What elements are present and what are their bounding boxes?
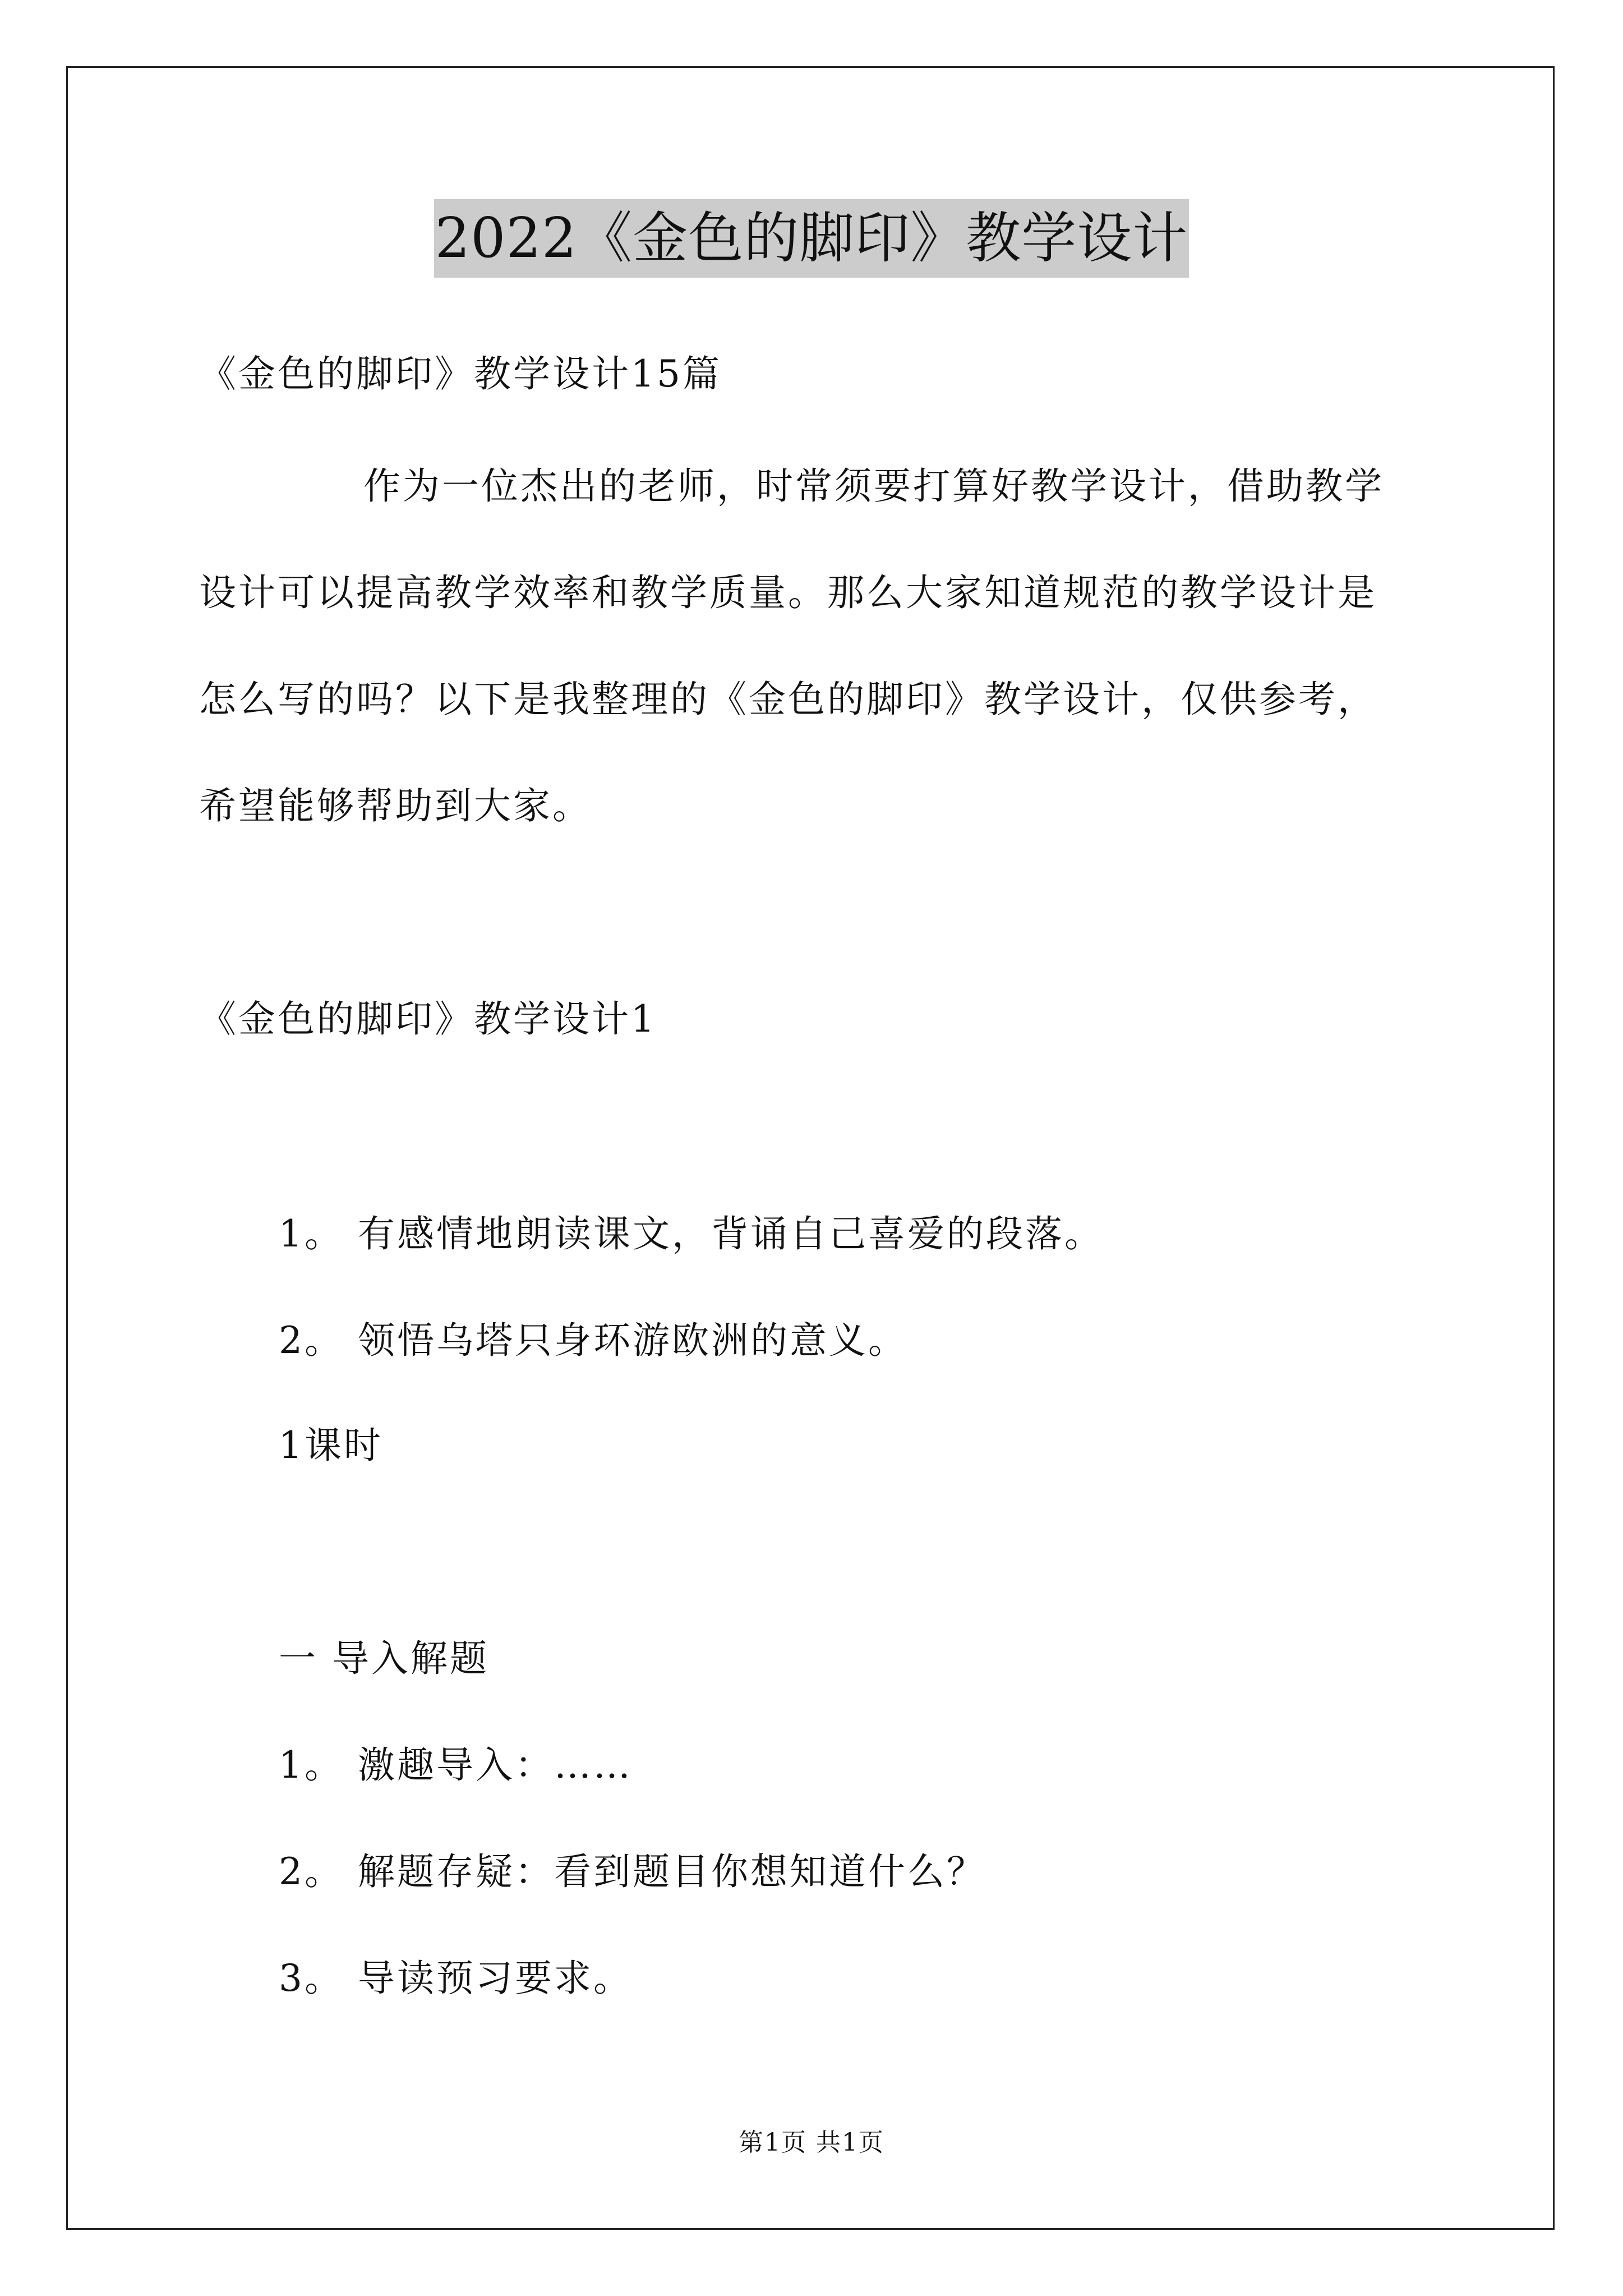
intro-line-2: 设计可以提高教学效率和教学质量。那么大家知道规范的教学设计是 xyxy=(199,571,1377,614)
document-subtitle: 《金色的脚印》教学设计15篇 xyxy=(199,352,722,395)
step-heading: 一 导入解题 xyxy=(279,1637,489,1680)
step-2: 2。 解题存疑：看到题目你想知道什么？ xyxy=(279,1850,986,1893)
page-number: 第1页 共1页 xyxy=(739,2128,884,2157)
title-container xyxy=(0,199,1623,278)
duration: 1课时 xyxy=(279,1424,383,1467)
objective-2: 2。 领悟乌塔只身环游欧洲的意义。 xyxy=(279,1319,907,1362)
section-heading: 《金色的脚印》教学设计1 xyxy=(199,997,657,1041)
step-1: 1。 激趣导入：…… xyxy=(279,1743,633,1787)
intro-line-3: 怎么写的吗？以下是我整理的《金色的脚印》教学设计，仅供参考， xyxy=(199,678,1377,721)
intro-line-1: 作为一位杰出的老师，时常须要打算好教学设计，借助教学 xyxy=(363,464,1384,508)
document-title: 2022《金色的脚印》教学设计 xyxy=(434,199,1189,278)
objective-1: 1。 有感情地朗读课文，背诵自己喜爱的段落。 xyxy=(279,1212,1104,1255)
intro-line-4: 希望能够帮助到大家。 xyxy=(199,784,592,827)
step-3: 3。 导读预习要求。 xyxy=(279,1957,633,2000)
